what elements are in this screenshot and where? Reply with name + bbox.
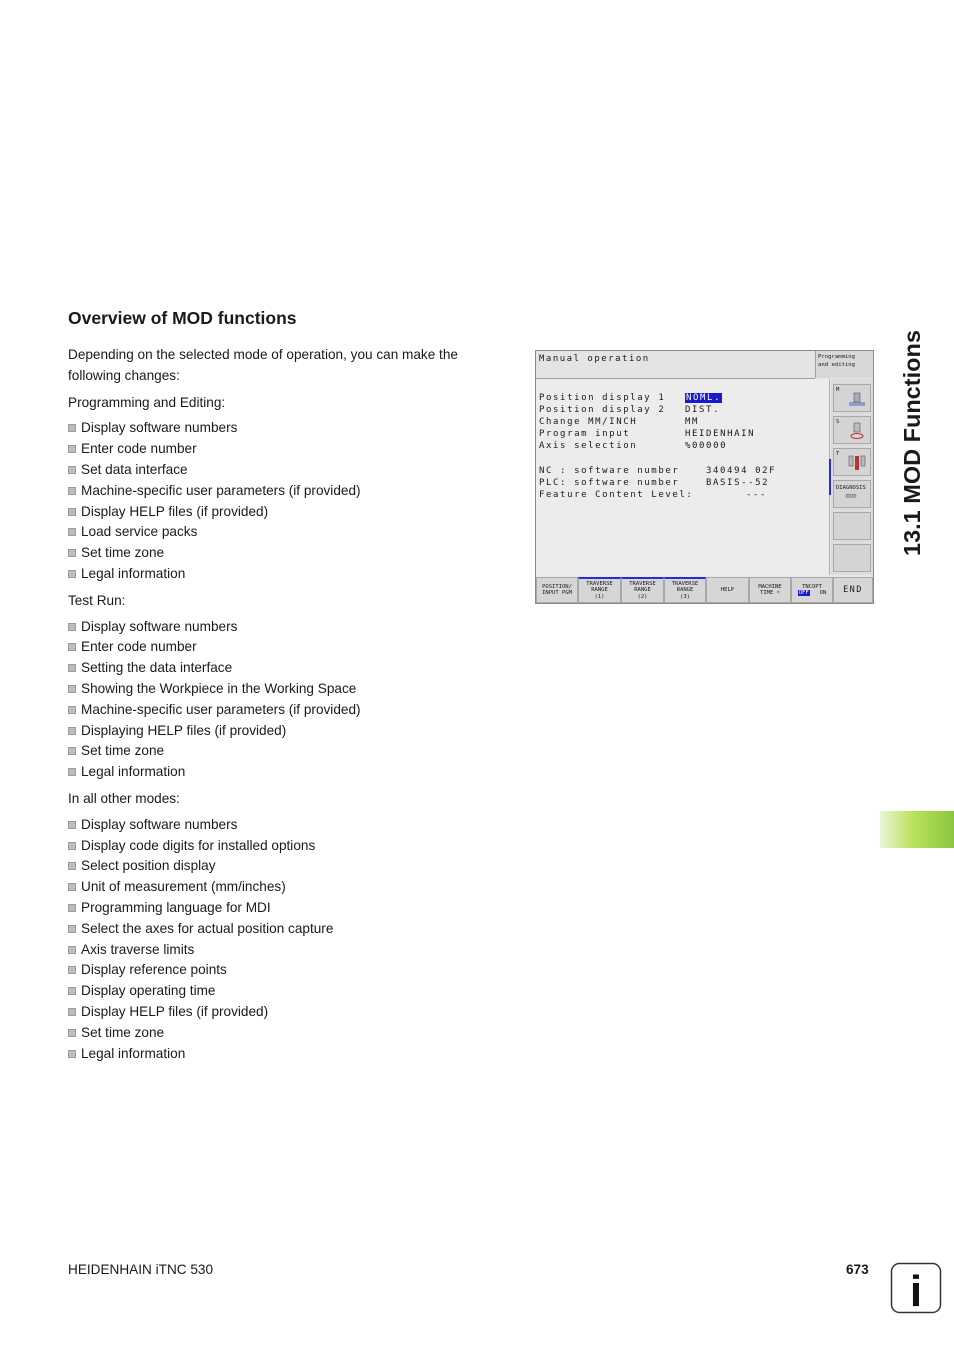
softkey-label: TNCOPT <box>802 583 822 590</box>
list-item-text: Setting the data interface <box>81 660 233 676</box>
softkey-label: TRAVERSE <box>671 581 699 588</box>
softkey-machine-time[interactable] <box>749 577 791 603</box>
screen-secondary-mode <box>815 351 873 378</box>
screen-mode-label: Manual operation <box>539 354 650 364</box>
list-item <box>68 439 508 460</box>
softkey-tncopt[interactable] <box>791 577 833 603</box>
side-title-text: 13.1 MOD Functions <box>899 330 925 556</box>
list-item <box>68 679 508 700</box>
softkey-label: END <box>843 584 863 595</box>
bullet-square-icon <box>68 768 76 776</box>
list-item-text: Unit of measurement (mm/inches) <box>81 879 286 895</box>
tool-icon <box>847 454 867 472</box>
list-item-text: Display HELP files (if provided) <box>81 1003 269 1019</box>
softkey-label: T <box>836 451 840 457</box>
list-item <box>68 522 508 543</box>
group-label-programming: Programming and Editing: <box>68 394 226 410</box>
softkey-position-input[interactable] <box>536 577 578 603</box>
softkey-traverse-range-1[interactable] <box>578 577 621 603</box>
list-item-text: Select position display <box>81 858 216 874</box>
vertical-softkey-bar <box>831 379 873 575</box>
chapter-side-title <box>893 308 927 558</box>
info-icon <box>890 1262 942 1314</box>
bullet-square-icon <box>68 487 76 495</box>
softkey-traverse-range-3[interactable] <box>664 577 706 603</box>
list-item-text: Set time zone <box>81 545 165 561</box>
list-item-text: Display operating time <box>81 983 216 999</box>
softkey-m[interactable] <box>833 384 871 412</box>
bullet-square-icon <box>68 623 76 631</box>
list-item-text: Machine-specific user parameters (if provided) <box>81 701 361 717</box>
softkey-traverse-range-2[interactable] <box>621 577 664 603</box>
list-item <box>68 481 508 502</box>
list-item-text: Display software numbers <box>81 618 238 634</box>
bullet-square-icon <box>68 862 76 870</box>
list-item <box>68 502 508 523</box>
softkey-label: RANGE <box>591 587 608 594</box>
list-item <box>68 856 508 877</box>
tnc-screen <box>535 350 874 604</box>
list-item-text: Axis traverse limits <box>81 941 195 957</box>
info-label: NC : software number <box>539 466 680 476</box>
list-item <box>68 1023 508 1044</box>
list-item-text: Display software numbers <box>81 816 238 832</box>
bullet-square-icon <box>68 842 76 850</box>
setting-value[interactable]: MM <box>685 417 700 427</box>
side-title-svg <box>893 308 927 558</box>
machine-table-icon <box>847 390 867 408</box>
setting-label: Change MM/INCH <box>539 417 638 427</box>
bullet-square-icon <box>68 706 76 714</box>
info-label: PLC: software number <box>539 478 680 488</box>
list-item <box>68 721 508 742</box>
list-item <box>68 898 508 919</box>
off-state: OFF <box>798 590 809 596</box>
bullet-square-icon <box>68 1050 76 1058</box>
off-on-switch <box>792 590 832 596</box>
list-item <box>68 637 508 658</box>
list-item-text: Enter code number <box>81 639 197 655</box>
list-item <box>68 700 508 721</box>
list-item <box>68 762 508 783</box>
on-state: ON <box>819 590 827 596</box>
list-item <box>68 418 508 439</box>
softkey-label: (1) <box>594 593 605 600</box>
softkey-s[interactable] <box>833 416 871 444</box>
bullet-square-icon <box>68 1008 76 1016</box>
list-item-text: Select the axes for actual position capture <box>81 920 334 936</box>
bullet-square-icon <box>68 466 76 474</box>
list-item-text: Display HELP files (if provided) <box>81 503 269 519</box>
bullet-square-icon <box>68 966 76 974</box>
softkey-label: (3) <box>680 593 690 600</box>
test-run-list <box>68 617 508 783</box>
programming-list <box>68 418 508 584</box>
clock-icon: ☼ <box>776 590 780 596</box>
list-item-text: Display software numbers <box>81 420 238 436</box>
page-number: 673 <box>846 1262 869 1277</box>
bullet-square-icon <box>68 664 76 672</box>
softkey-label: HELP <box>720 586 735 593</box>
list-item <box>68 1044 508 1065</box>
softkey-label-row <box>750 590 790 596</box>
softkey-empty[interactable] <box>833 544 871 572</box>
softkey-label: TIME <box>760 590 774 596</box>
bullet-square-icon <box>68 643 76 651</box>
bullet-square-icon <box>68 528 76 536</box>
bullet-square-icon <box>68 727 76 735</box>
softkey-t[interactable] <box>833 448 871 476</box>
softkey-label: TRAVERSE <box>586 581 613 588</box>
setting-label: Program input <box>539 429 631 439</box>
list-item <box>68 815 508 836</box>
list-item <box>68 617 508 638</box>
list-item-text: Showing the Workpiece in the Working Space <box>81 680 357 696</box>
softkey-end[interactable] <box>833 577 873 603</box>
secondary-mode-line: and editing <box>818 362 856 368</box>
list-item <box>68 564 508 585</box>
bullet-square-icon <box>68 549 76 557</box>
list-item <box>68 919 508 940</box>
group-label-other-modes: In all other modes: <box>68 790 180 806</box>
bullet-square-icon <box>68 904 76 912</box>
setting-label: Position display 1 <box>539 393 666 403</box>
softkey-label: DIAGNOSIS <box>836 485 866 491</box>
setting-label: Axis selection <box>539 441 638 451</box>
list-item <box>68 658 508 679</box>
setting-value-selected[interactable]: NOML. <box>686 393 722 403</box>
list-item-text: Legal information <box>81 1045 186 1061</box>
list-item <box>68 543 508 564</box>
setting-value[interactable]: %00000 <box>685 441 728 451</box>
bullet-square-icon <box>68 424 76 432</box>
bullet-square-icon <box>68 925 76 933</box>
list-item-text: Set time zone <box>81 1024 165 1040</box>
softkey-label: M <box>836 387 840 393</box>
list-item <box>68 960 508 981</box>
section-title: Overview of MOD functions <box>68 308 297 328</box>
softkey-label: POSITION/ <box>542 583 572 590</box>
list-item-text: Display code digits for installed options <box>81 837 316 853</box>
list-item-text: Programming language for MDI <box>81 899 271 915</box>
bullet-square-icon <box>68 883 76 891</box>
softkey-label: (2) <box>637 593 648 600</box>
softkey-label: RANGE <box>634 587 651 594</box>
softkey-label: RANGE <box>676 587 694 594</box>
list-item <box>68 981 508 1002</box>
list-item-text: Machine-specific user parameters (if provided) <box>81 482 361 498</box>
list-item-text: Enter code number <box>81 441 197 457</box>
list-item-text: Load service packs <box>81 524 198 540</box>
info-value: BASIS--52 <box>706 478 770 488</box>
list-item <box>68 460 508 481</box>
info-icon-glyph: i <box>909 1267 923 1314</box>
list-item-text: Set time zone <box>81 743 165 759</box>
setting-label: Position display 2 <box>539 405 666 415</box>
list-item <box>68 1002 508 1023</box>
list-item <box>68 836 508 857</box>
diagnosis-icon <box>834 493 868 503</box>
softkey-label: MACHINE <box>758 583 782 590</box>
bullet-square-icon <box>68 987 76 995</box>
bullet-square-icon <box>68 685 76 693</box>
bullet-square-icon <box>68 570 76 578</box>
softkey-label: TRAVERSE <box>629 581 656 588</box>
list-item-text: Display reference points <box>81 962 227 978</box>
bullet-square-icon <box>68 821 76 829</box>
list-item <box>68 741 508 762</box>
list-item <box>68 940 508 961</box>
bullet-square-icon <box>68 508 76 516</box>
info-value: --- <box>746 490 768 500</box>
info-value: 340494 02F <box>706 466 777 476</box>
bullet-square-icon <box>68 1029 76 1037</box>
bullet-square-icon <box>68 445 76 453</box>
horizontal-softkey-bar <box>536 577 873 603</box>
screen-main-area <box>536 379 830 575</box>
softkey-label: S <box>836 419 840 425</box>
bullet-square-icon <box>68 747 76 755</box>
list-item <box>68 877 508 898</box>
content-column <box>68 345 508 1064</box>
chapter-color-tab <box>880 811 954 848</box>
list-item-text: Set data interface <box>81 461 188 477</box>
softkey-empty[interactable] <box>833 512 871 540</box>
group-label-test-run: Test Run: <box>68 592 126 608</box>
setting-value[interactable]: DIST. <box>685 405 721 415</box>
footer-product-name: HEIDENHAIN iTNC 530 <box>68 1262 214 1277</box>
screen-header <box>536 351 815 379</box>
list-item-text: Displaying HELP files (if provided) <box>81 722 287 738</box>
other-modes-list <box>68 815 508 1065</box>
bullet-square-icon <box>68 946 76 954</box>
setting-value[interactable]: HEIDENHAIN <box>685 429 756 439</box>
info-label: Feature Content Level: <box>539 490 694 500</box>
softkey-help[interactable] <box>706 577 749 603</box>
list-item-text: Legal information <box>81 565 186 581</box>
softkey-label: INPUT PGM <box>542 590 572 596</box>
spindle-icon <box>847 422 867 440</box>
list-item-text: Legal information <box>81 764 186 780</box>
secondary-mode-line: Programming <box>818 354 856 360</box>
softkey-diagnosis[interactable] <box>833 480 871 508</box>
intro-text: Depending on the selected mode of operation, you can make the following changes: <box>68 347 458 383</box>
